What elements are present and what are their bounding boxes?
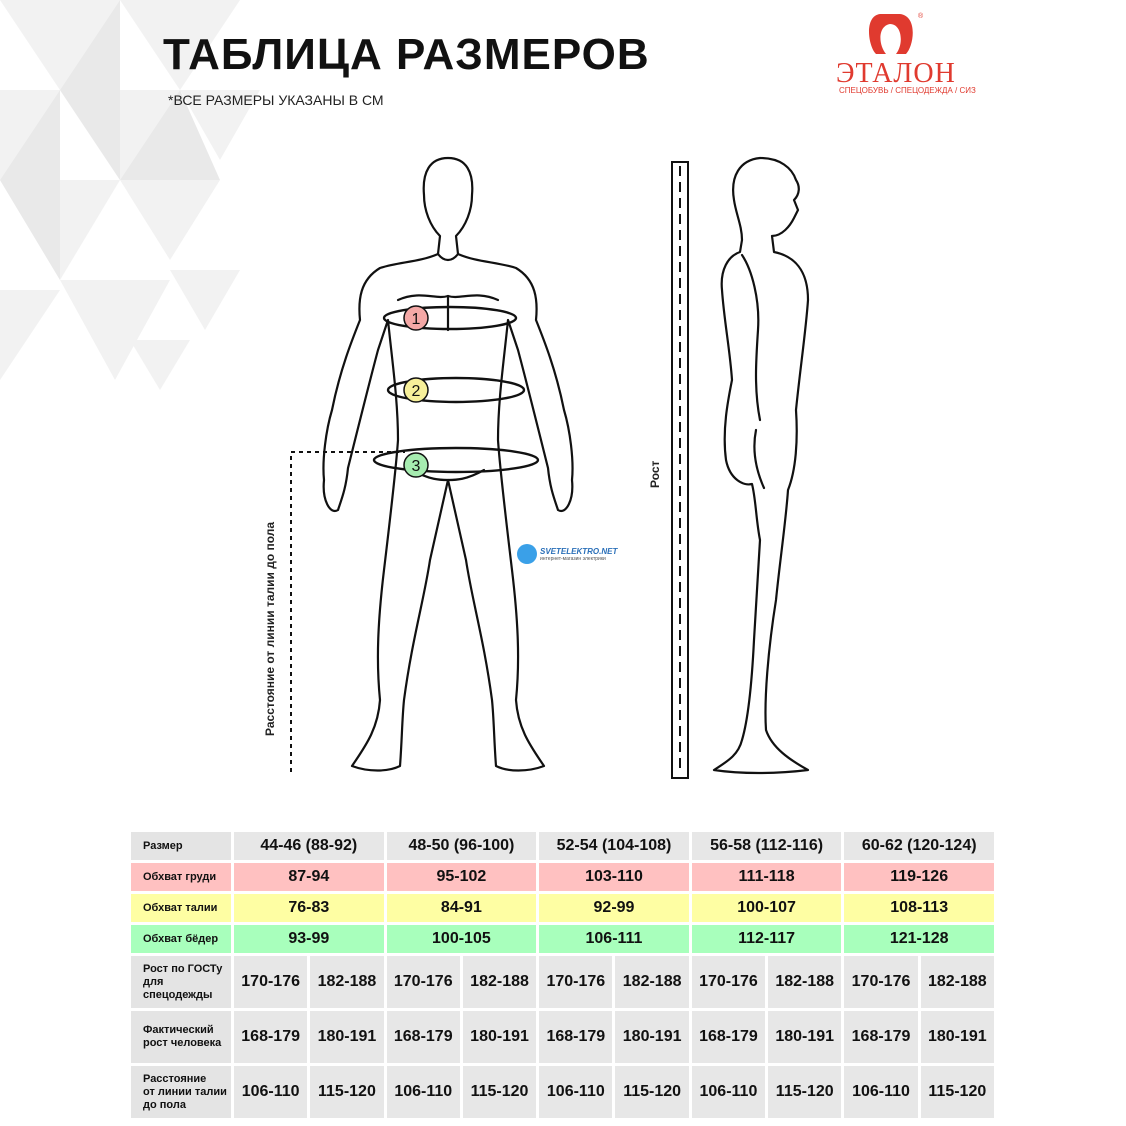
height-label: Рост	[648, 460, 662, 488]
chest-cell: 119-126	[844, 863, 994, 891]
hips-cell: 121-128	[844, 925, 994, 953]
waist-cell: 108-113	[844, 894, 994, 922]
waist-cell: 84-91	[387, 894, 537, 922]
waist-floor-cell: 115-120	[921, 1066, 994, 1118]
waist-floor-cell: 115-120	[463, 1066, 536, 1118]
watermark-logo-icon	[517, 544, 537, 564]
actual-height-cell: 180-191	[615, 1011, 688, 1063]
gost-height-cell: 182-188	[921, 956, 994, 1008]
gost-height-cell: 182-188	[463, 956, 536, 1008]
chest-cell: 103-110	[539, 863, 689, 891]
actual-height-cell: 168-179	[844, 1011, 917, 1063]
gost-height-cell: 170-176	[234, 956, 307, 1008]
svg-text:1: 1	[411, 311, 421, 328]
waist-floor-cell: 115-120	[310, 1066, 383, 1118]
svg-text:®: ®	[918, 13, 924, 20]
table-row-hips	[131, 925, 994, 953]
hips-cell: 93-99	[234, 925, 384, 953]
waist-floor-cell: 106-110	[234, 1066, 307, 1118]
size-table	[128, 829, 997, 1121]
size-cell: 44-46 (88-92)	[234, 832, 384, 860]
gost-height-cell: 182-188	[615, 956, 688, 1008]
units-note: *ВСЕ РАЗМЕРЫ УКАЗАНЫ В СМ	[168, 92, 384, 108]
gost-height-cell: 182-188	[768, 956, 841, 1008]
actual-height-cell: 180-191	[310, 1011, 383, 1063]
row-label: Размер	[131, 832, 231, 860]
size-cell: 48-50 (96-100)	[387, 832, 537, 860]
table-row-gost-height	[131, 956, 994, 1008]
marker-3-icon	[404, 453, 428, 477]
svg-text:3: 3	[411, 458, 421, 475]
waist-cell: 92-99	[539, 894, 689, 922]
actual-height-cell: 180-191	[768, 1011, 841, 1063]
chest-cell: 87-94	[234, 863, 384, 891]
table-row-sizes	[131, 832, 994, 860]
side-figure-outline	[714, 158, 808, 773]
actual-height-cell: 168-179	[692, 1011, 765, 1063]
actual-height-cell: 168-179	[539, 1011, 612, 1063]
waist-floor-cell: 106-110	[539, 1066, 612, 1118]
actual-height-cell: 168-179	[387, 1011, 460, 1063]
row-label: Фактический рост человека	[131, 1011, 231, 1063]
hips-cell: 106-111	[539, 925, 689, 953]
size-cell: 56-58 (112-116)	[692, 832, 842, 860]
row-label: Обхват груди	[131, 863, 231, 891]
actual-height-cell: 180-191	[463, 1011, 536, 1063]
table-row-waist	[131, 894, 994, 922]
row-label: Обхват бёдер	[131, 925, 231, 953]
waist-floor-cell: 115-120	[768, 1066, 841, 1118]
body-measurement-diagram	[255, 150, 855, 790]
row-label: Обхват талии	[131, 894, 231, 922]
waist-floor-cell: 106-110	[844, 1066, 917, 1118]
marker-2-icon	[404, 378, 428, 402]
hips-cell: 100-105	[387, 925, 537, 953]
hips-cell: 112-117	[692, 925, 842, 953]
actual-height-cell: 168-179	[234, 1011, 307, 1063]
waist-floor-cell: 115-120	[615, 1066, 688, 1118]
table-row-waist-floor	[131, 1066, 994, 1118]
size-cell: 52-54 (104-108)	[539, 832, 689, 860]
size-cell: 60-62 (120-124)	[844, 832, 994, 860]
waist-floor-cell: 106-110	[387, 1066, 460, 1118]
waist-floor-cell: 106-110	[692, 1066, 765, 1118]
row-label: Рост по ГОСТу для спецодежды	[131, 956, 231, 1008]
height-ruler	[672, 162, 688, 778]
table-row-chest	[131, 863, 994, 891]
actual-height-cell: 180-191	[921, 1011, 994, 1063]
watermark	[517, 544, 617, 564]
gost-height-cell: 170-176	[692, 956, 765, 1008]
waist-to-floor-label: Расстояние от линии талии до пола	[263, 521, 277, 736]
chest-cell: 111-118	[692, 863, 842, 891]
gost-height-cell: 170-176	[387, 956, 460, 1008]
table-row-actual-height	[131, 1011, 994, 1063]
marker-1-icon	[404, 306, 428, 330]
watermark-caption: интернет-магазин электрики	[540, 555, 606, 562]
svg-text:2: 2	[411, 383, 421, 400]
waist-cell: 100-107	[692, 894, 842, 922]
page-title: ТАБЛИЦА РАЗМЕРОВ	[163, 30, 650, 79]
gost-height-cell: 182-188	[310, 956, 383, 1008]
gost-height-cell: 170-176	[844, 956, 917, 1008]
watermark-site: SVETELEKTRO.NET	[540, 546, 618, 556]
logo-name: ЭТАЛОН	[836, 58, 956, 89]
chest-cell: 95-102	[387, 863, 537, 891]
logo-tagline: СПЕЦОБУВЬ / СПЕЦОДЕЖДА / СИЗ	[839, 86, 976, 95]
gost-height-cell: 170-176	[539, 956, 612, 1008]
waist-cell: 76-83	[234, 894, 384, 922]
row-label: Расстояние от линии талии до пола	[131, 1066, 231, 1118]
